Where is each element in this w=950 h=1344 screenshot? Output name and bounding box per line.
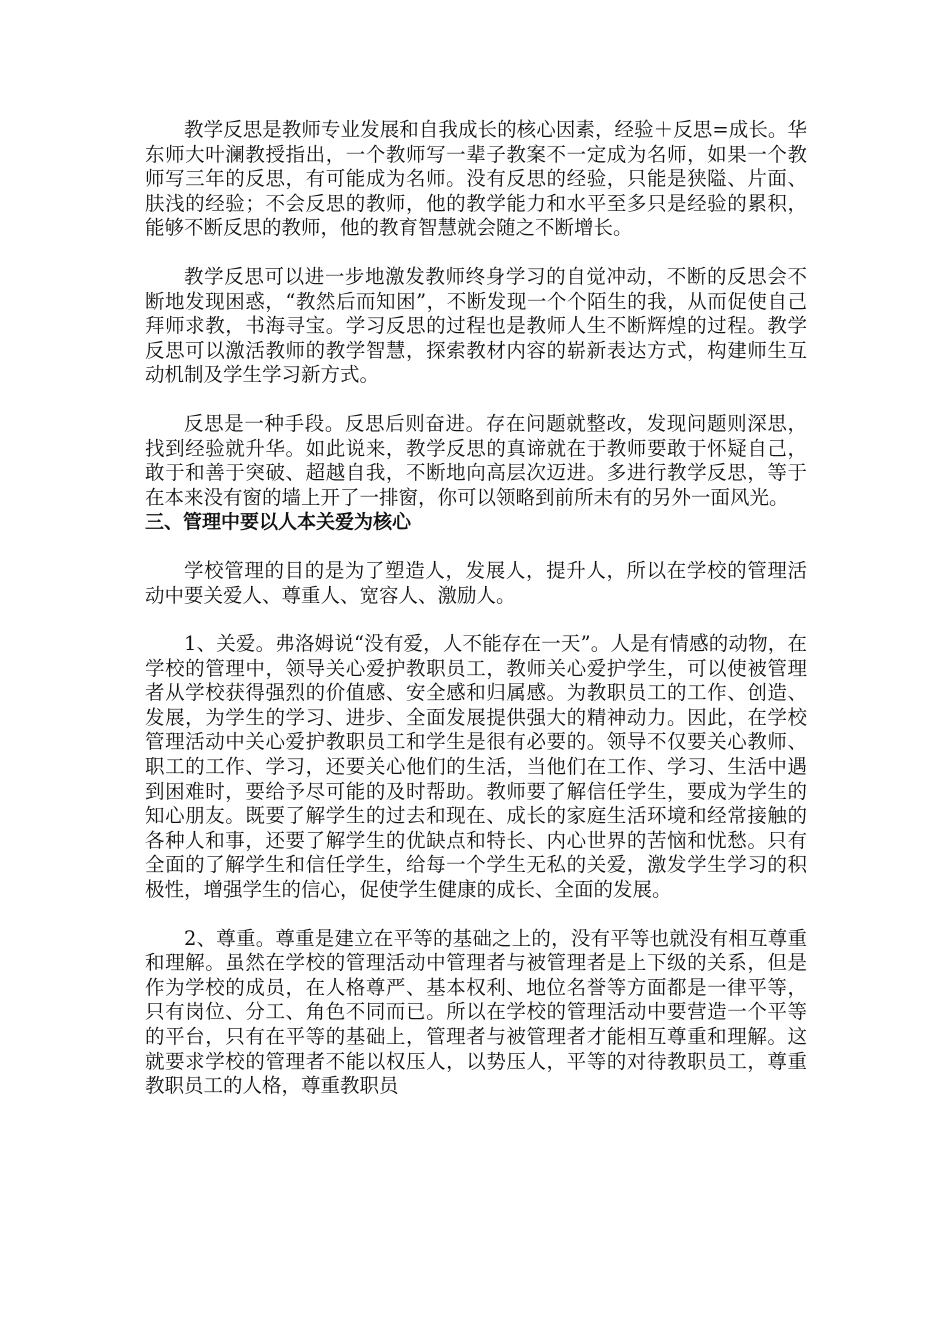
paragraph-respect: 2、尊重。尊重是建立在平等的基础之上的，没有平等也就没有相互尊重和理解。虽然在学校的管理活动中管理者与被管理者是上下级的关系，但是作为学校的成员，在人格尊严、基本权利、地位名誉等方面都是一律平等，只有岗位、分工、角色不同而已。所以在学校的管理活动中要营造一个平等的平台，只有在平等的基础上，管理者与被管理者才能相互尊重和理解。这就要求学校的管理者不能以权压人，以势压人，平等的对待教职员工，尊重教职员工的人格，尊重教职员 — [145, 926, 807, 1098]
section-heading: 三、管理中要以人本关爱为核心 — [145, 511, 412, 534]
paragraph-reflection-growth: 教学反思是教师专业发展和自我成长的核心因素，经验＋反思=成长。华东师大叶澜教授指出，一个教师写一辈子教案不一定成为名师，如果一个教师写三年的反思，有可能成为名师。没有反思的经验，只能是狭隘、片面、肤浅的经验；不会反思的教师，他的教学能力和水平至多只是经验的累积，能够不断反思的教师，他的教育智慧就会随之不断增长。 — [145, 118, 807, 240]
paragraph-reflection-learning: 教学反思可以进一步地激发教师终身学习的自觉冲动，不断的反思会不断地发现困惑，“教然后而知困”，不断发现一个个陌生的我，从而促使自己拜师求教，书海寻宝。学习反思的过程也是教师人生不断辉煌的过程。教学反思可以激活教师的教学智慧，探索教材内容的崭新表达方式，构建师生互动机制及学生学习新方式。 — [145, 264, 807, 387]
paragraph-reflection-means: 反思是一种手段。反思后则奋进。存在问题就整改，发现问题则深思，找到经验就升华。如此说来，教学反思的真谛就在于教师要敢于怀疑自己，敢于和善于突破、超越自我，不断地向高层次迈进。多进行教学反思，等于在本来没有窗的墙上开了一排窗，你可以领略到前所未有的另外一面风光。 — [145, 411, 807, 509]
document-page — [145, 118, 807, 1099]
paragraph-management-purpose: 学校管理的目的是为了塑造人，发展人，提升人，所以在学校的管理活动中要关爱人、尊重人、宽容人、激励人。 — [145, 558, 807, 607]
paragraph-care: 1、关爱。弗洛姆说“没有爱，人不能存在一天”。人是有情感的动物，在学校的管理中，领导关心爱护教职员工，教师关心爱护学生，可以使被管理者从学校获得强烈的价值感、安全感和归属感。为教职员工的工作、创造、发展，为学生的学习、进步、全面发展提供强大的精神动力。因此，在学校管理活动中关心爱护教职员工和学生是很有必要的。领导不仅要关心教师、职工的工作、学习，还要关心他们的生活，当他们在工作、学习、生活中遇到困难时，要给予尽可能的及时帮助。教师要了解信任学生，要成为学生的知心朋友。既要了解学生的过去和现在、成长的家庭生活环境和经常接触的各种人和事，还要了解学生的优缺点和特长、内心世界的苦恼和忧愁。只有全面的了解学生和信任学生，给每一个学生无私的关爱，激发学生学习的积极性，增强学生的信心，促使学生健康的成长、全面的发展。 — [145, 632, 807, 902]
